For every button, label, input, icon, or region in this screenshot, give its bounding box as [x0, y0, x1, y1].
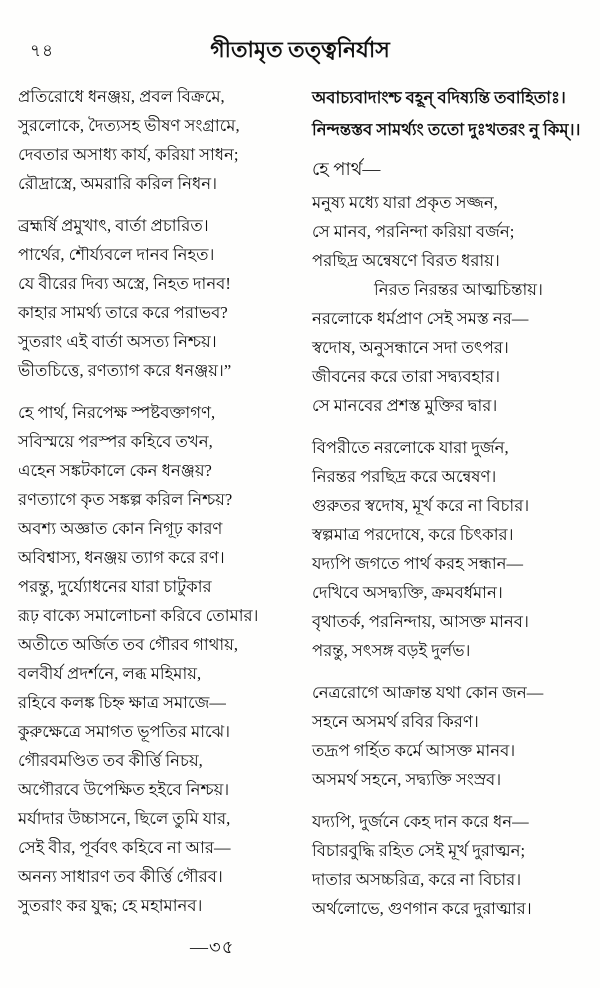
right-column	[312, 82, 592, 936]
verse-line: কাহার সামর্থ্য তারে করে পরাভব?	[18, 303, 228, 322]
verse-line: বলবীর্য প্রদর্শনে, লব্ধ মহিমায়,	[18, 664, 202, 683]
page-number: ৭৪	[30, 41, 55, 60]
sanskrit-shloka	[312, 82, 592, 146]
verse-line: এহেন সঙ্কটকালে কেন ধনঞ্জয়?	[18, 461, 212, 480]
verse-line: দেখিবে অসদ্ব্যক্তি, ক্রমবর্ধমান।	[312, 583, 503, 602]
verse-line: অসমর্থ সহনে, সদ্ব্যক্তি সংস্রব।	[312, 770, 502, 789]
left-column	[18, 82, 298, 962]
verse-line: অগৌরবে উপেক্ষিত হইবে নিশ্চয়।	[18, 780, 230, 799]
verse-line: রহিবে কলঙ্ক চিহ্ন ক্ষাত্র সমাজে—	[18, 693, 226, 712]
verse-line: পরছিদ্র অন্বেষণে বিরত ধরায়।	[312, 251, 500, 270]
verse-line: রূঢ় বাক্যে সমালোচনা করিবে তোমার।	[18, 606, 259, 625]
verse-line: নিন্দন্তস্তব সামর্থ্যং ততো দুঃখতরং নু কিম্।।	[312, 120, 581, 139]
verse-line: ব্রহ্মর্ষি প্রমুখাৎ, বার্তা প্রচারিত।	[18, 216, 209, 235]
verse-line: ভীতচিত্তে, রণত্যাগ করে ধনঞ্জয়।”	[18, 361, 232, 380]
verse-line: সুতরাং কর যুদ্ধ; হে মহামানব।	[18, 896, 203, 915]
verse-line: কুরুক্ষেত্রে সমাগত ভূপতির মাঝে।	[18, 722, 231, 741]
verse-line: নিরত নিরন্তর আত্মচিন্তায়।	[374, 280, 543, 299]
verse-line: সুতরাং এই বার্তা অসত্য নিশ্চয়।	[18, 332, 217, 351]
right-stanza-1	[312, 188, 592, 420]
right-stanza-3	[312, 678, 592, 794]
verse-line: স্বল্পমাত্র পরদোষে, করে চিৎকার।	[312, 525, 514, 544]
page-title: গীতামৃত তত্ত্বনির্যাস	[210, 37, 390, 62]
verse-line: অতীতে অর্জিত তব গৌরব গাথায়,	[18, 635, 239, 654]
verse-line: পার্থের, শৌর্য্যবলে দানব নিহত।	[18, 245, 215, 264]
left-stanza-3	[18, 398, 298, 920]
verse-line: অর্থলোভে, গুণগান করে দুরাত্মার।	[312, 899, 532, 918]
verse-line: দাতার অসচ্চরিত্র, করে না বিচার।	[312, 870, 522, 889]
verse-line: সেই বীর, পূর্ববৎ কহিবে না আর—	[18, 838, 231, 857]
verse-line: মনুষ্য মধ্যে যারা প্রকৃত সজ্জন,	[312, 193, 498, 212]
verse-line: বিচারবুদ্ধি রহিত সেই মূর্খ দুরাত্মন;	[312, 841, 526, 860]
verse-line: গৌরবমণ্ডিত তব কীর্ত্তি নিচয়,	[18, 751, 203, 770]
verse-line: অবশ্য অজ্ঞাত কোন নিগূঢ় কারণ	[18, 519, 223, 538]
verse-line: সুরলোকে, দৈত্যসহ ভীষণ সংগ্রামে,	[18, 116, 240, 135]
verse-line: মর্যাদার উচ্চাসনে, ছিলে তুমি যার,	[18, 809, 231, 828]
verse-line: নরলোকে ধর্মপ্রাণ সেই সমস্ত নর—	[312, 309, 529, 328]
verse-line: তদ্রূপ গর্হিত কর্মে আসক্ত মানব।	[312, 741, 516, 760]
verse-number: —৩৫	[190, 937, 235, 957]
verse-line: নিরন্তর পরছিদ্র করে অন্বেষণ।	[312, 467, 497, 486]
verse-line: বৃথাতর্ক, পরনিন্দায়, আসক্ত মানব।	[312, 612, 529, 631]
verse-line: নেত্ররোগে আক্রান্ত যথা কোন জন—	[312, 683, 544, 702]
verse-line: হে পার্থ, নিরপেক্ষ স্পষ্টবক্তাগণ,	[18, 403, 216, 422]
verse-line: স্বদোষ, অনুসন্ধানে সদা তৎপর।	[312, 338, 509, 357]
verse-line: প্রতিরোধে ধনঞ্জয়, প্রবল বিক্রমে,	[18, 87, 225, 106]
right-stanza-2	[312, 433, 592, 665]
left-stanza-2	[18, 211, 298, 385]
text-columns	[0, 64, 600, 962]
verse-line: সহনে অসমর্থ রবির কিরণ।	[312, 712, 479, 731]
left-stanza-1	[18, 82, 298, 198]
verse-line: দেবতার অসাধ্য কার্য, করিয়া সাধন;	[18, 145, 239, 164]
verse-line: জীবনের করে তারা সদ্ব্যবহার।	[312, 367, 500, 386]
verse-line: অবিশ্বাস্য, ধনঞ্জয় ত্যাগ করে রণ।	[18, 548, 225, 567]
right-stanza-4	[312, 807, 592, 923]
verse-line: সবিস্ময়ে পরস্পর কহিবে তখন,	[18, 432, 213, 451]
verse-line: সে মানব, পরনিন্দা করিয়া বর্জন;	[312, 222, 515, 241]
page-header	[0, 0, 600, 64]
verse-line: বিপরীতে নরলোকে যারা দুর্জন,	[312, 438, 509, 457]
verse-line: সে মানবের প্রশস্ত মুক্তির দ্বার।	[312, 396, 498, 415]
salutation-line: হে পার্থ—	[312, 159, 381, 179]
verse-line: অবাচ্যবাদাংশ্চ বহূন্ বদিষ্যন্তি তবাহিতাঃ।	[312, 88, 566, 107]
verse-line: রণত্যাগে কৃত সঙ্কল্প করিল নিশ্চয়?	[18, 490, 233, 509]
verse-line: গুরুতর স্বদোষ, মূর্খ করে না বিচার।	[312, 496, 530, 515]
verse-line: পরন্তু, সৎসঙ্গ বড়ই দুর্লভ।	[312, 641, 471, 660]
verse-line: যদ্যপি জগতে পার্থ করহ সন্ধান—	[312, 554, 524, 573]
verse-line: পরন্তু, দুর্য্যোধনের যারা চাটুকার	[18, 577, 212, 596]
verse-line: যদ্যপি, দুর্জনে কেহ দান করে ধন—	[312, 812, 529, 831]
verse-line: অনন্য সাধারণ তব কীর্ত্তি গৌরব।	[18, 867, 223, 886]
verse-line: রৌদ্রাস্ত্রে, অমরারি করিল নিধন।	[18, 174, 218, 193]
verse-line: যে বীরের দিব্য অস্ত্রে, নিহত দানব!	[18, 274, 231, 293]
